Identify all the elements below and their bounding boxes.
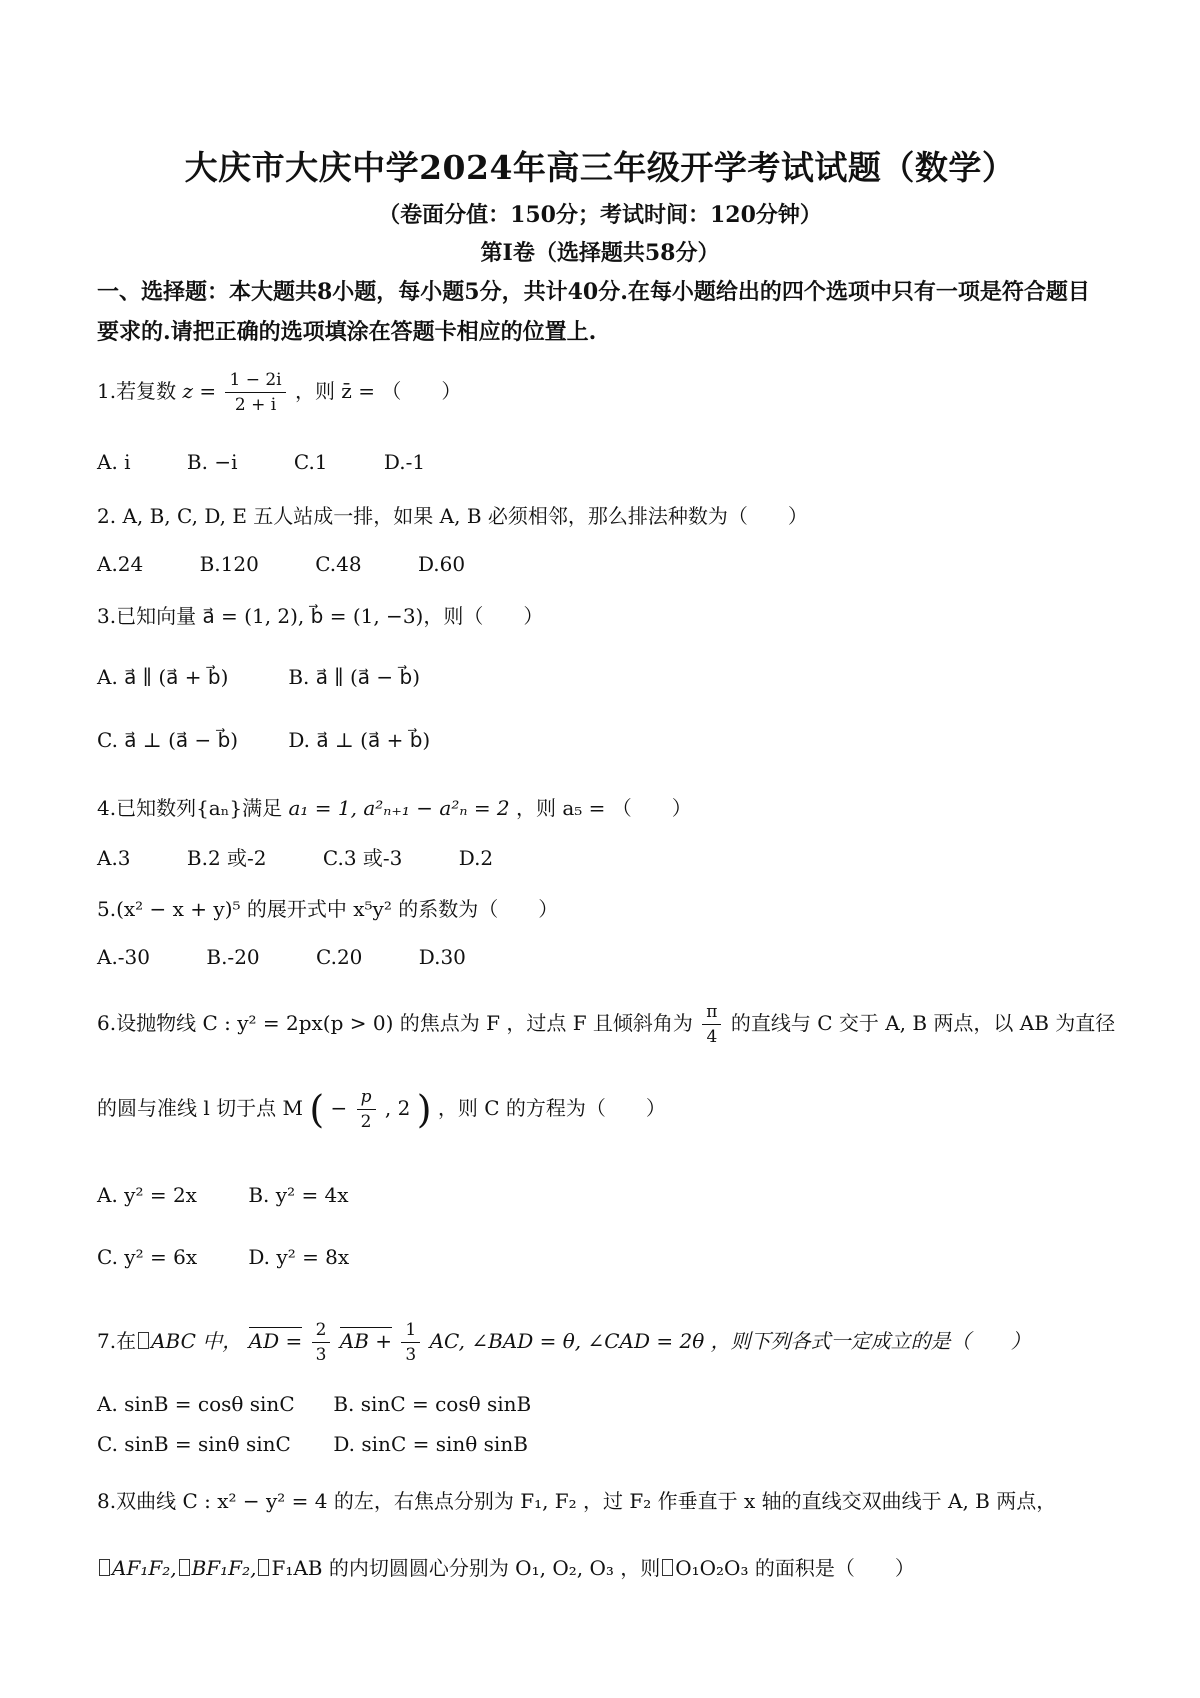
q5-option-a: A.-30	[97, 945, 151, 969]
q1-option-a: A. i	[97, 450, 131, 474]
q4-option-c: C.3 或-3	[322, 846, 403, 870]
question-5-options	[97, 945, 516, 969]
q5-option-b: B.-20	[206, 945, 260, 969]
q6-option-a: A. y² = 2x	[97, 1183, 197, 1207]
question-3-options-ab	[97, 665, 420, 689]
question-1-options	[97, 450, 475, 474]
q2-option-b: B.120	[199, 552, 259, 576]
q2-option-c: C.48	[315, 552, 362, 576]
section-heading: 第I卷（选择题共58分）	[480, 240, 720, 266]
q6-pi-over-4: $\frac{\pi}{4}$	[702, 1000, 721, 1049]
q2-option-d: D.60	[417, 552, 466, 576]
question-7-options-ab	[97, 1392, 531, 1416]
q6-option-c: C. y² = 6x	[97, 1245, 198, 1269]
triangle-symbol-box	[138, 1332, 149, 1349]
exam-title: 大庆市大庆中学2024年高三年级开学考试试题（数学）	[184, 148, 1016, 187]
question-4: 4.已知数列{aₙ}满足 a₁ = 1, a²ₙ₊₁ − a²ₙ = 2 ，则 a₅ = （ ）	[97, 796, 692, 820]
question-2: 2. A, B, C, D, E 五人站成一排，如果 A, B 必须相邻，那么排法种数为（ ）	[97, 504, 808, 528]
question-3-options-cd	[97, 728, 430, 752]
q3-option-c: C. a⃗ ⊥ (a⃗ − b⃗)	[97, 728, 239, 752]
q6-option-b: B. y² = 4x	[248, 1183, 349, 1207]
section-instructions: 一、选择题：本大题共8小题，每小题5分，共计40分.在每小题给出的四个选项中只有一项是符合题目要求的.请把正确的选项填涂在答题卡相应的位置上.	[97, 279, 1090, 345]
question-4-options	[97, 842, 543, 871]
question-8-line-1: 8.双曲线 C : x² − y² = 4 的左，右焦点分别为 F₁, F₂ ，过 F₂ 作垂直于 x 轴的直线交双曲线于 A, B 两点，	[97, 1489, 1057, 1513]
question-6-options-ab	[97, 1183, 349, 1207]
q6-p-over-2: $\frac{p}{2}$	[357, 1085, 376, 1134]
q4-option-b: B.2 或-2	[186, 846, 267, 870]
q7-one-third: $\frac{1}{3}$	[401, 1318, 420, 1367]
question-7: 7.在 ABC 中， AD = $\frac{2}{3}$ AB + $\frac{1}{3}$ AC, ∠BAD = θ, ∠CAD = 2θ ，则下列各式一定成立的是（ ）	[97, 1320, 1031, 1365]
q3-option-d: D. a⃗ ⊥ (a⃗ + b⃗)	[288, 728, 431, 752]
question-6-line-2: 的圆与准线 l 切于点 M ( − $\frac{p}{2}$ , 2 ) ，则 C 的方程为（ ）	[97, 1087, 666, 1132]
q7-option-b: B. sinC = cosθ sinB	[333, 1392, 532, 1416]
q6-option-d: D. y² = 8x	[248, 1245, 350, 1269]
q2-option-a: A.24	[97, 552, 144, 576]
q5-option-d: D.30	[418, 945, 466, 969]
question-1: 1.若复数 z = $\frac{1 - 2i}{2 + i}$ ，则 z̄ = （ ）	[97, 370, 462, 415]
q1-option-c: C.1	[293, 450, 328, 474]
q7-option-c: C. sinB = sinθ sinC	[97, 1432, 291, 1456]
q5-option-c: C.20	[316, 945, 363, 969]
q7-option-d: D. sinC = sinθ sinB	[333, 1432, 528, 1456]
q7-two-thirds: $\frac{2}{3}$	[312, 1318, 331, 1367]
question-3: 3.已知向量 a⃗ = (1, 2), b⃗ = (1, −3)，则（ ）	[97, 604, 544, 628]
q7-option-a: A. sinB = cosθ sinC	[97, 1392, 295, 1416]
q4-option-a: A.3	[97, 846, 131, 870]
question-6-line-1: 6.设抛物线 C : y² = 2px(p > 0) 的焦点为 F ，过点 F 且倾斜角为 $\frac{\pi}{4}$ 的直线与 C 交于 A, B 两点，以 AB 为直径	[97, 1002, 1116, 1047]
question-6-options-cd	[97, 1245, 349, 1269]
q1-option-d: D.-1	[383, 450, 426, 474]
q4-option-d: D.2	[458, 846, 494, 870]
question-5: 5.(x² − x + y)⁵ 的展开式中 x⁵y² 的系数为（ ）	[97, 897, 559, 921]
exam-subtitle: （卷面分值：150分；考试时间：120分钟）	[378, 202, 822, 228]
question-7-options-cd	[97, 1432, 528, 1456]
question-2-options	[97, 552, 515, 576]
q1-fraction: $\frac{1 - 2i}{2 + i}$	[225, 368, 285, 417]
q3-option-a: A. a⃗ ∥ (a⃗ + b⃗)	[97, 665, 229, 689]
question-8-line-2: AF₁F₂, BF₁F₂, F₁AB 的内切圆圆心分别为 O₁, O₂, O₃ ，则 O₁O₂O₃ 的面积是（ ）	[97, 1552, 915, 1581]
q1-option-b: B. −i	[186, 450, 238, 474]
q3-option-b: B. a⃗ ∥ (a⃗ − b⃗)	[288, 665, 421, 689]
